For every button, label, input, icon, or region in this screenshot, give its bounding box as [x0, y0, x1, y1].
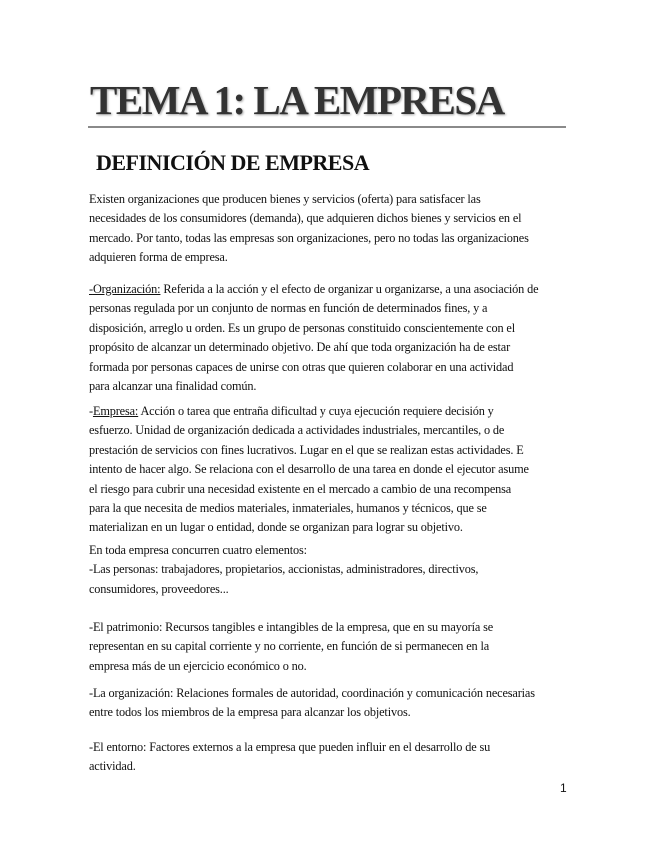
term-prefix: - [89, 404, 93, 418]
text-line: En toda empresa concurren cuatro elementos: [89, 543, 307, 557]
text-line: intento de hacer algo. Se relaciona con el desarrollo de una tarea en donde el ejecutor asume [89, 462, 529, 477]
patrimonio-paragraph [89, 618, 579, 676]
text-line: prestación de servicios con fines lucrativos. Lugar en el que se realizan estas actividades. E [89, 442, 524, 457]
text-line: -La organización: Relaciones formales de autoridad, coordinación y comunicación necesarias [89, 686, 535, 700]
elementos-paragraph [89, 541, 579, 599]
term-definition: Acción o tarea que entraña dificultad y cuya ejecución requiere decisión y [138, 404, 494, 418]
text-line: esfuerzo. Unidad de organización dedicada a actividades industriales, mercantiles, o de [89, 423, 505, 438]
entorno-paragraph [89, 738, 579, 777]
term-prefix: - [89, 282, 93, 296]
text-line: formada por personas capaces de unirse con otras que quieren colaborar en una actividad [89, 359, 514, 374]
text-line: actividad. [89, 759, 136, 774]
text-line: empresa más de un ejercicio económico o no. [89, 658, 307, 673]
term-label: Empresa: [92, 404, 139, 418]
text-line [89, 402, 579, 421]
text-line: personas regulada por un conjunto de normas en función de determinados fines, y a [89, 301, 488, 316]
text-line: adquieren forma de empresa. [89, 250, 228, 265]
text-line: necesidades de los consumidores (demanda), que adquieren dichos bienes y servicios en el [89, 211, 522, 226]
text-line: consumidores, proveedores... [89, 581, 229, 596]
text-line: el riesgo para cubrir una necesidad existente en el mercado a cambio de una recompensa [89, 481, 512, 496]
text-line: para alcanzar una finalidad común. [89, 379, 257, 394]
section-heading: DEFINICIÓN DE EMPRESA [96, 150, 370, 175]
term-definition: Referida a la acción y el efecto de organizar u organizarse, a una asociación de [160, 282, 539, 296]
term-label: Organización: [92, 282, 161, 296]
text-line: representan en su capital corriente y no corriente, en función de si permanecen en la [89, 639, 490, 654]
intro-paragraph [89, 190, 579, 268]
organizacion-elemento-paragraph [89, 684, 579, 723]
text-line: Existen organizaciones que producen bienes y servicios (oferta) para satisfacer las [89, 192, 481, 206]
text-line: para la que necesita de medios materiales, inmateriales, humanos y técnicos, que se [89, 501, 487, 516]
text-line: -El entorno: Factores externos a la empresa que pueden influir en el desarrollo de su [89, 740, 491, 754]
page-number: 1 [560, 781, 567, 795]
text-line: mercado. Por tanto, todas las empresas son organizaciones, pero no todas las organizaciones [89, 230, 529, 245]
text-line: materializan en un lugar o entidad, donde se organizan para lograr su objetivo. [89, 520, 463, 535]
document-title: TEMA 1: LA EMPRESA [90, 77, 504, 123]
text-line: entre todos los miembros de la empresa para alcanzar los objetivos. [89, 705, 411, 720]
text-line: propósito de alcanzar un determinado objetivo. De ahí que toda organización ha de estar [89, 340, 511, 355]
text-line: disposición, arreglo u orden. Es un grupo de personas constituido conscientemente con el [89, 320, 515, 335]
text-line: -Las personas: trabajadores, propietarios, accionistas, administradores, directivos, [89, 562, 479, 577]
text-line: -El patrimonio: Recursos tangibles e intangibles de la empresa, que en su mayoría se [89, 620, 494, 634]
empresa-paragraph [89, 402, 579, 538]
organizacion-paragraph [89, 280, 579, 396]
text-line [89, 280, 579, 299]
title-divider [88, 126, 566, 128]
